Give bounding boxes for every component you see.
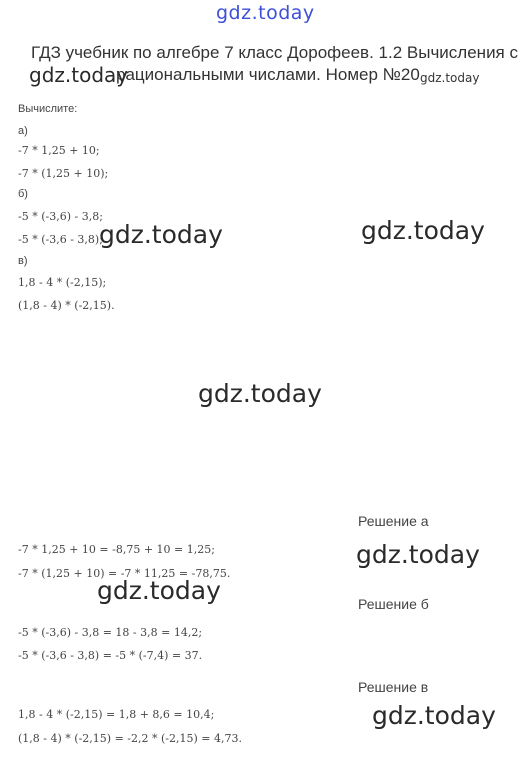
watermark: gdz.today	[99, 220, 223, 249]
solution-heading-a: Решение а	[358, 513, 429, 529]
solution-line: -7 * (1,25 + 10) = -7 * 11,25 = -78,75.	[18, 567, 231, 580]
watermark: gdz.today	[372, 701, 496, 730]
task-expr: -7 * (1,25 + 10);	[18, 167, 109, 180]
solution-heading-v: Решение в	[358, 679, 429, 695]
watermark: gdz.today	[420, 71, 480, 85]
site-logo[interactable]: gdz.today	[216, 2, 315, 24]
solution-line: (1,8 - 4) * (-2,15) = -2,2 * (-2,15) = 4,73.	[18, 732, 242, 745]
task-expr: -7 * 1,25 + 10;	[18, 144, 100, 157]
part-label-b: б)	[18, 188, 28, 200]
solution-line: 1,8 - 4 * (-2,15) = 1,8 + 8,6 = 10,4;	[18, 708, 215, 721]
task-instruction: Вычислите:	[18, 103, 78, 115]
task-expr: 1,8 - 4 * (-2,15);	[18, 276, 107, 289]
watermark: gdz.today	[356, 540, 480, 569]
solution-heading-b: Решение б	[358, 596, 429, 612]
part-label-a: а)	[18, 125, 28, 137]
page-title-line1: ГДЗ учебник по алгебре 7 класс Дорофеев. 1.2 Вычисления с	[31, 43, 518, 62]
watermark: gdz.today	[198, 379, 322, 408]
solution-line: -5 * (-3,6 - 3,8) = -5 * (-7,4) = 37.	[18, 649, 203, 662]
watermark: gdz.today	[29, 63, 129, 87]
page-title-line2: рациональными числами. Номер №20	[116, 65, 420, 84]
watermark: gdz.today	[361, 216, 485, 245]
watermark: gdz.today	[97, 576, 221, 605]
solution-line: -5 * (-3,6) - 3,8 = 18 - 3,8 = 14,2;	[18, 626, 203, 639]
task-expr: -5 * (-3,6 - 3,8);	[18, 233, 103, 246]
task-expr: (1,8 - 4) * (-2,15).	[18, 299, 115, 312]
solution-line: -7 * 1,25 + 10 = -8,75 + 10 = 1,25;	[18, 543, 215, 556]
part-label-v: в)	[18, 255, 28, 267]
task-expr: -5 * (-3,6) - 3,8;	[18, 210, 103, 223]
